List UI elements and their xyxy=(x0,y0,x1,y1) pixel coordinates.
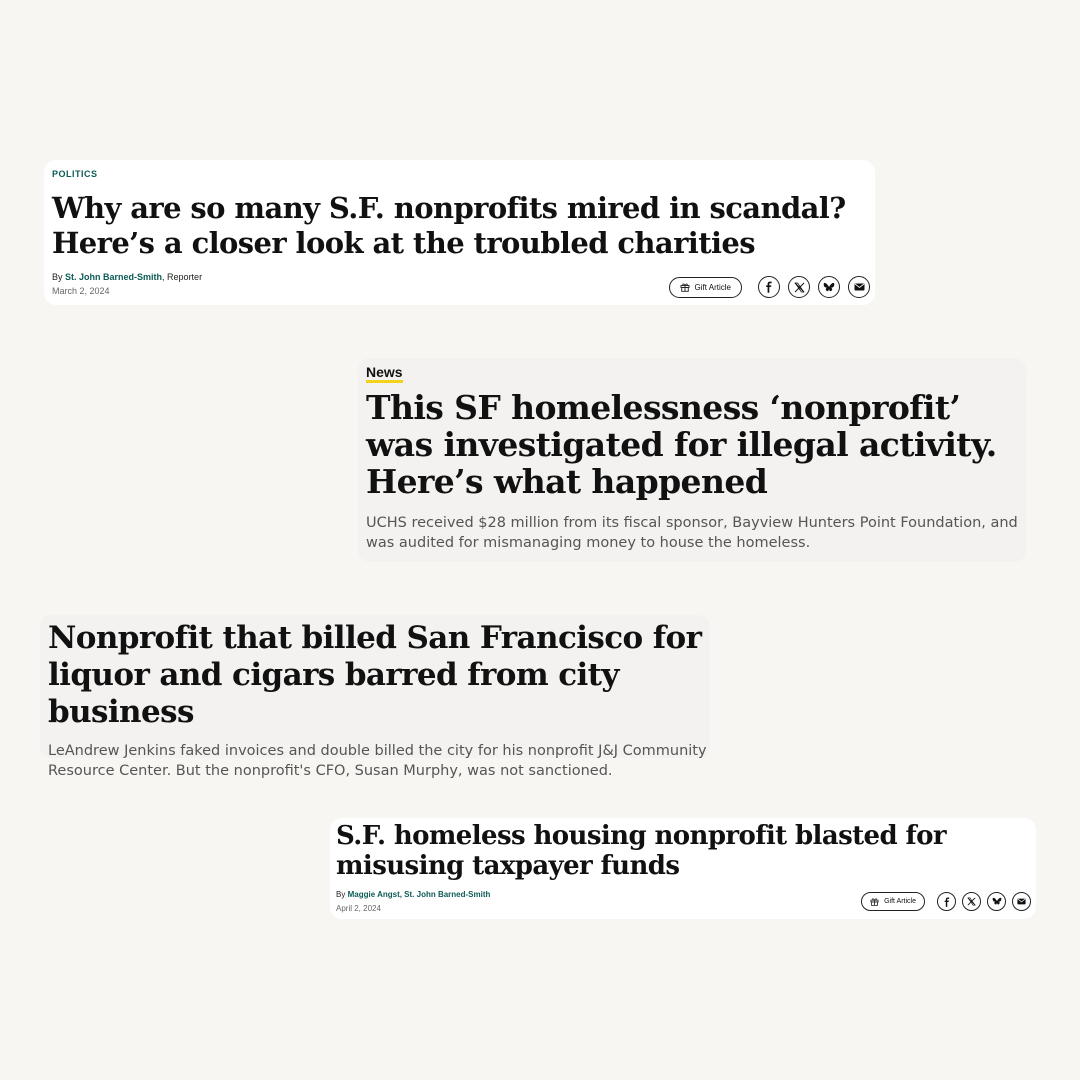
article-headline[interactable]: This SF homelessness ‘nonprofit’ was investigated for illegal activity. Here’s what happened xyxy=(366,388,997,501)
article-card-liquor[interactable] xyxy=(40,615,710,779)
email-icon[interactable] xyxy=(848,276,870,298)
gift-article-label: Gift Article xyxy=(884,898,916,905)
facebook-icon[interactable] xyxy=(758,276,780,298)
article-dek: UCHS received $28 million from its fiscal sponsor, Bayview Hunters Point Foundation, and was audited for mismanaging money to house the homeless. xyxy=(366,515,1018,551)
author-link[interactable]: St. John Barned-Smith xyxy=(65,272,163,282)
article-headline[interactable]: S.F. homeless housing nonprofit blasted for misusing taxpayer funds xyxy=(336,821,946,881)
article-card-housing[interactable] xyxy=(330,818,1036,919)
author-link[interactable]: Maggie Angst, St. John Barned-Smith xyxy=(347,890,491,899)
gift-icon xyxy=(870,897,879,906)
article-headline[interactable]: Why are so many S.F. nonprofits mired in scandal? Here’s a closer look at the troubled charities xyxy=(52,191,846,260)
facebook-icon[interactable] xyxy=(937,892,956,911)
section-kicker[interactable]: POLITICS xyxy=(52,169,98,179)
article-dek: LeAndrew Jenkins faked invoices and double billed the city for his nonprofit J&J Community Resource Center. But the nonprofit's CFO, Susan Murphy, was not sanctioned. xyxy=(48,743,707,779)
author-role: , Reporter xyxy=(162,272,203,282)
gift-article-label: Gift Article xyxy=(694,282,731,292)
byline-prefix: By xyxy=(52,272,63,282)
article-card-news[interactable] xyxy=(358,358,1026,562)
email-icon[interactable] xyxy=(1012,892,1031,911)
article-card-politics[interactable] xyxy=(44,160,875,305)
x-icon[interactable] xyxy=(788,276,810,298)
article-headline[interactable]: Nonprofit that billed San Francisco for liquor and cigars barred from city business xyxy=(48,620,702,730)
publish-date: April 2, 2024 xyxy=(336,904,381,913)
byline-prefix: By xyxy=(336,890,346,899)
share-bar xyxy=(861,892,1031,911)
share-bar xyxy=(669,276,870,298)
section-label[interactable]: News xyxy=(366,365,403,383)
publish-date: March 2, 2024 xyxy=(52,286,110,296)
gift-icon xyxy=(680,282,690,292)
gift-article-button[interactable] xyxy=(669,277,742,298)
x-icon[interactable] xyxy=(962,892,981,911)
bluesky-icon[interactable] xyxy=(987,892,1006,911)
gift-article-button[interactable] xyxy=(861,892,925,911)
bluesky-icon[interactable] xyxy=(818,276,840,298)
